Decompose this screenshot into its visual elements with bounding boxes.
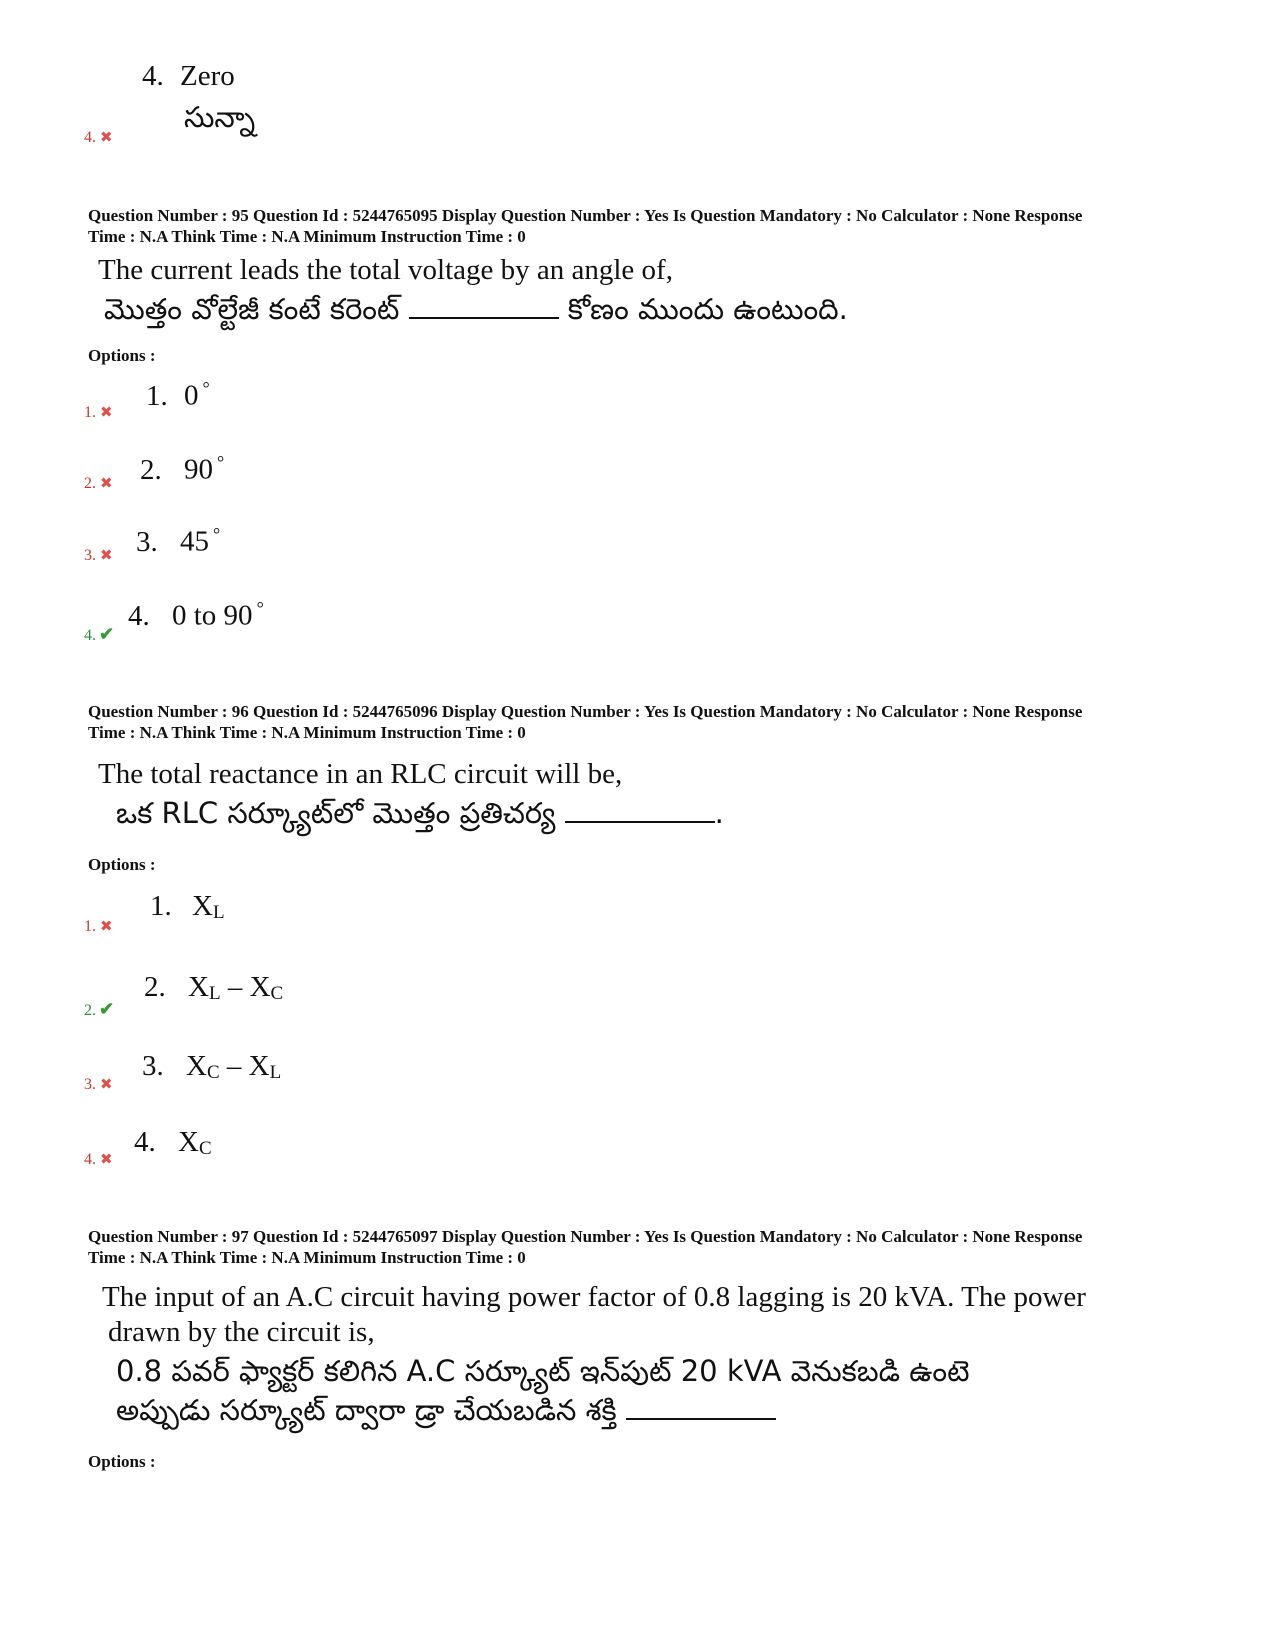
question-95-text-en: The current leads the total voltage by an angle of, — [98, 254, 673, 286]
meta-line: Time : N.A Think Time : N.A Minimum Instruction Time : 0 — [88, 227, 526, 246]
mark-number: 3. — [84, 547, 96, 564]
mark-number: 4. — [84, 627, 96, 644]
wrong-icon: ✖ — [100, 476, 113, 492]
option-number: 2. — [144, 971, 166, 1003]
prev-option-4 — [142, 60, 235, 93]
check-icon: ✔ — [99, 624, 115, 644]
answer-blank — [565, 799, 715, 823]
option-2-mark — [84, 999, 114, 1020]
question-97-text-te-line1: 0.8 పవర్ ఫ్యాక్టర్ కలిగిన A.C సర్క్యూట్ ఇన్‌పుట్ 20 kVA వెనుకబడి ఉంటె — [116, 1354, 970, 1388]
option-text: 45 — [180, 525, 209, 558]
check-icon: ✔ — [99, 999, 115, 1019]
reactance-symbol: X — [248, 1050, 270, 1082]
option-text: 90 — [184, 453, 213, 486]
prev-option-4-mark — [84, 128, 113, 147]
degree-symbol: ° — [256, 598, 264, 618]
option-number: 4. — [134, 1126, 156, 1158]
question-96-text-te — [116, 796, 724, 838]
option-number: 4. — [142, 60, 164, 92]
options-label: Options : — [88, 1452, 156, 1471]
wrong-icon: ✖ — [100, 919, 113, 935]
subscript: C — [198, 1138, 212, 1159]
option-number: 3. — [142, 1050, 164, 1082]
wrong-icon: ✖ — [100, 405, 113, 421]
option-number: 2. — [140, 453, 162, 486]
degree-symbol: ° — [213, 524, 221, 544]
wrong-icon: ✖ — [100, 548, 113, 564]
subscript: L — [269, 1062, 282, 1083]
question-96-meta — [88, 701, 1198, 743]
meta-line: Question Number : 97 Question Id : 5244765097 Display Question Number : Yes Is Question Mandatory : No Calculator : None Response — [88, 1227, 1083, 1246]
telugu-text: అప్పుడు సర్క్యూట్ ద్వారా డ్రా చేయబడిన శక్తి — [116, 1393, 617, 1427]
prev-option-4-telugu: సున్నా — [184, 100, 256, 134]
subscript: C — [206, 1062, 220, 1083]
answer-blank — [626, 1396, 776, 1420]
options-label: Options : — [88, 855, 156, 874]
question-95-meta — [88, 205, 1198, 247]
option-text: Zero — [180, 60, 235, 92]
meta-line: Question Number : 96 Question Id : 5244765096 Display Question Number : Yes Is Question Mandatory : No Calculator : None Response — [88, 702, 1083, 721]
degree-symbol: ° — [217, 452, 225, 472]
reactance-symbol: X — [192, 890, 213, 922]
meta-line: Time : N.A Think Time : N.A Minimum Instruction Time : 0 — [88, 1248, 526, 1267]
question-96-text-en: The total reactance in an RLC circuit will be, — [98, 758, 623, 790]
option-4-mark — [84, 624, 114, 645]
degree-symbol: ° — [202, 378, 210, 398]
mark-number: 2. — [84, 475, 96, 492]
mark-number: 4. — [84, 129, 96, 146]
option-number: 3. — [136, 525, 158, 558]
reactance-symbol: X — [188, 971, 209, 1003]
minus-sign: – — [226, 1050, 242, 1082]
option-3 — [142, 1050, 281, 1084]
question-97-meta — [88, 1226, 1198, 1268]
subscript: L — [212, 902, 225, 923]
options-label: Options : — [88, 346, 156, 365]
reactance-symbol: X — [178, 1126, 199, 1158]
option-number: 1. — [146, 379, 168, 412]
mark-number: 1. — [84, 404, 96, 421]
option-3 — [136, 524, 220, 559]
reactance-symbol: X — [249, 971, 271, 1003]
option-3-mark — [84, 1075, 113, 1094]
mark-number: 3. — [84, 1076, 96, 1093]
reactance-symbol: X — [186, 1050, 207, 1082]
mark-number: 1. — [84, 918, 96, 935]
subscript: L — [208, 983, 221, 1004]
option-4 — [128, 598, 264, 633]
meta-line: Time : N.A Think Time : N.A Minimum Instruction Time : 0 — [88, 723, 526, 742]
option-2 — [140, 452, 224, 487]
telugu-text: కోణం ముందు ఉంటుంది. — [567, 292, 848, 326]
question-97-text-te-line2 — [116, 1393, 776, 1435]
option-1 — [146, 378, 210, 413]
mark-number: 4. — [84, 1151, 96, 1168]
option-3-mark — [84, 546, 113, 565]
option-4 — [134, 1126, 212, 1160]
mark-number: 2. — [84, 1002, 96, 1019]
question-97-text-en-line2: drawn by the circuit is, — [108, 1316, 375, 1348]
punctuation: . — [714, 796, 724, 830]
option-text: 0 — [184, 379, 199, 412]
meta-line: Question Number : 95 Question Id : 5244765095 Display Question Number : Yes Is Question Mandatory : No Calculator : None Response — [88, 206, 1083, 225]
subscript: C — [270, 983, 284, 1004]
option-2-mark — [84, 474, 113, 493]
wrong-icon: ✖ — [100, 1152, 113, 1168]
option-number: 1. — [150, 890, 172, 922]
question-97-text-en-line1: The input of an A.C circuit having power factor of 0.8 lagging is 20 kVA. The power — [102, 1281, 1086, 1313]
wrong-icon: ✖ — [100, 130, 113, 146]
minus-sign: – — [227, 971, 243, 1003]
option-4-mark — [84, 1150, 113, 1169]
answer-blank — [409, 295, 559, 319]
option-2 — [144, 971, 283, 1005]
option-text: 0 to 90 — [172, 599, 253, 632]
telugu-text: ఒక RLC సర్క్యూట్‌లో మొత్తం ప్రతిచర్య — [116, 796, 556, 830]
wrong-icon: ✖ — [100, 1077, 113, 1093]
telugu-text: మొత్తం వోల్టేజీ కంటే కరెంట్ — [104, 292, 400, 326]
option-1-mark — [84, 403, 113, 422]
question-95-text-te — [104, 292, 848, 334]
option-number: 4. — [128, 599, 150, 632]
option-1-mark — [84, 917, 113, 936]
option-1 — [150, 890, 225, 924]
